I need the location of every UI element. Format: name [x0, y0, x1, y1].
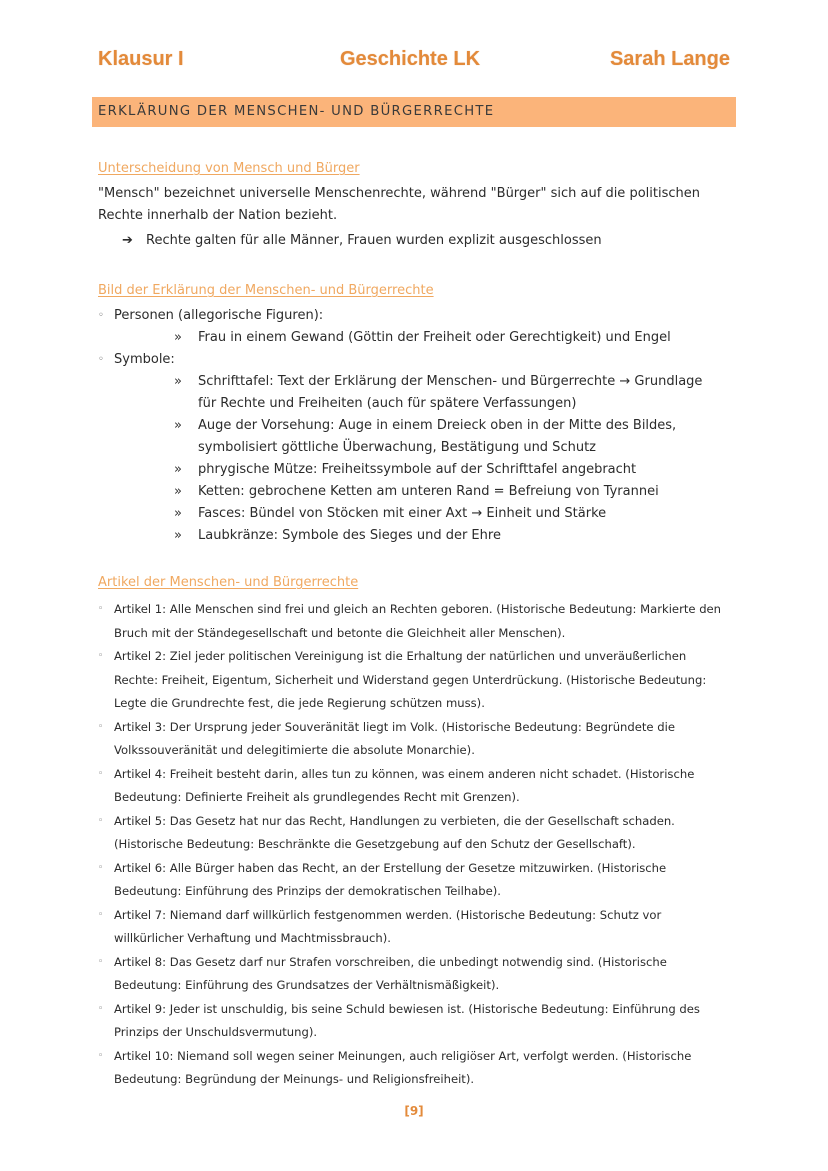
- double-chevron-bullet-icon: »: [174, 484, 182, 499]
- arrow-right-icon: ➔: [122, 233, 133, 248]
- arrow-note: [122, 230, 602, 252]
- double-chevron-bullet-icon: »: [174, 528, 182, 543]
- list-item-label: Personen (allegorische Figuren):: [114, 308, 324, 323]
- article-item: [98, 998, 728, 1045]
- circle-bullet-icon: ◦: [98, 604, 104, 614]
- articles-list: [98, 598, 728, 1092]
- double-chevron-bullet-icon: »: [174, 330, 182, 345]
- header-author: Sarah Lange: [609, 48, 730, 70]
- article-item: [98, 857, 728, 904]
- article-item: [98, 716, 728, 763]
- section-paragraph: [98, 183, 718, 227]
- sub-list-item-text: Laubkränze: Symbole des Sieges und der Ehre: [198, 528, 501, 543]
- article-text: Artikel 10: Niemand soll wegen seiner Meinungen, auch religiöser Art, verfolgt werden. (Historische Bedeutung: Begründung der Meinungs- und Religionsfreiheit).: [114, 1048, 692, 1086]
- circle-bullet-icon: ◦: [98, 815, 104, 826]
- section-heading-artikel: Artikel der Menschen- und Bürgerrechte: [98, 575, 359, 590]
- article-text: Artikel 2: Ziel jeder politischen Vereinigung ist die Erhaltung der natürlichen und unveräußerlichen Rechte: Freiheit, Eigentum, Sicherheit und Widerstand gegen Unterdrückung. (Historische Bedeutung: Legte die Grundrechte fest, die jede Regierung schützen muss).: [114, 649, 707, 710]
- article-item: [98, 763, 728, 810]
- sub-list-item-text: phrygische Mütze: Freiheitssymbole auf der Schrifttafel angebracht: [198, 462, 637, 477]
- header-exam-label: Klausur I: [98, 48, 184, 70]
- article-item: [98, 810, 728, 857]
- circle-bullet-icon: ◦: [98, 1050, 104, 1061]
- sub-list-item-text: Auge der Vorsehung: Auge in einem Dreieck oben in der Mitte des Bildes, symbolisiert göttliche Überwachung, Bestätigung und Schutz: [198, 418, 677, 455]
- circle-bullet-icon: ◦: [98, 768, 104, 779]
- sub-list-item: [98, 481, 718, 503]
- double-chevron-bullet-icon: »: [174, 418, 182, 433]
- article-item: [98, 904, 728, 951]
- sub-list-item-text: Ketten: gebrochene Ketten am unteren Rand = Befreiung von Tyrannei: [198, 484, 659, 499]
- arrow-note-text: Rechte galten für alle Männer, Frauen wurden explizit ausgeschlossen: [146, 233, 602, 248]
- header-subject: Geschichte LK: [340, 48, 481, 70]
- sub-list-item: [98, 503, 718, 525]
- sub-list-item: [98, 459, 718, 481]
- page-header: [92, 48, 736, 78]
- double-chevron-bullet-icon: »: [174, 462, 182, 477]
- list-item-label: Symbole:: [114, 352, 175, 367]
- list-item: [98, 349, 728, 371]
- document-title-bar: ERKLÄRUNG DER MENSCHEN- UND BÜRGERRECHTE: [92, 97, 736, 127]
- double-chevron-bullet-icon: »: [174, 374, 182, 389]
- sub-list-item-text: Fasces: Bündel von Stöcken mit einer Axt → Einheit und Stärke: [198, 506, 607, 521]
- circle-bullet-icon: ◦: [98, 1003, 104, 1014]
- article-text: Artikel 4: Freiheit besteht darin, alles tun zu können, was einem anderen nicht schadet. (Historische Bedeutung: Definierte Freiheit als grundlegendes Recht mit Grenzen).: [114, 766, 695, 804]
- article-text: Artikel 8: Das Gesetz darf nur Strafen vorschreiben, die unbedingt notwendig sind. (Historische Bedeutung: Einführung des Grundsatzes der Verhältnismäßigkeit).: [114, 954, 667, 992]
- section-heading-mensch-buerger: Unterscheidung von Mensch und Bürger: [98, 161, 360, 176]
- article-item: [98, 1045, 728, 1092]
- article-text: Artikel 1: Alle Menschen sind frei und gleich an Rechten geboren. (Historische Bedeutung: Markierte den Bruch mit der Ständegesellschaft und betonte die Gleichheit aller Menschen).: [114, 602, 722, 640]
- image-description-list: [98, 305, 728, 547]
- sub-list-item: [98, 327, 718, 349]
- circle-bullet-icon: ◦: [98, 651, 104, 661]
- circle-bullet-icon: ◦: [98, 310, 104, 321]
- sub-list-item: [98, 525, 718, 547]
- circle-bullet-icon: ◦: [98, 909, 104, 920]
- double-chevron-bullet-icon: »: [174, 506, 182, 521]
- paragraph-line: "Mensch" bezeichnet universelle Menschenrechte, während "Bürger" sich auf die politischen: [98, 186, 700, 201]
- article-text: Artikel 5: Das Gesetz hat nur das Recht, Handlungen zu verbieten, die der Gesellschaft schaden. (Historische Bedeutung: Beschränkte die Gesetzgebung auf den Schutz der Gesellschaft).: [114, 813, 675, 851]
- circle-bullet-icon: ◦: [98, 862, 104, 873]
- sub-list-item-text: Frau in einem Gewand (Göttin der Freiheit oder Gerechtigkeit) und Engel: [198, 330, 671, 345]
- sub-list-item-text: Schrifttafel: Text der Erklärung der Menschen- und Bürgerrechte → Grundlage für Rechte und Freiheiten (auch für spätere Verfassungen): [198, 374, 703, 411]
- list-item: [98, 305, 728, 327]
- article-item: [98, 645, 728, 716]
- sub-list-item: [98, 415, 718, 459]
- section-heading-bild: Bild der Erklärung der Menschen- und Bürgerrechte: [98, 283, 434, 298]
- circle-bullet-icon: ◦: [98, 721, 104, 732]
- article-item: [98, 951, 728, 998]
- article-text: Artikel 3: Der Ursprung jeder Souveränität liegt im Volk. (Historische Bedeutung: Begründete die Volkssouveränität und delegitimierte die absolute Monarchie).: [114, 719, 675, 757]
- circle-bullet-icon: ◦: [98, 956, 104, 967]
- article-text: Artikel 6: Alle Bürger haben das Recht, an der Erstellung der Gesetze mitzuwirken. (Historische Bedeutung: Einführung des Prinzips der demokratischen Teilhabe).: [114, 860, 667, 898]
- page-number: [9]: [404, 1104, 424, 1118]
- article-text: Artikel 9: Jeder ist unschuldig, bis seine Schuld bewiesen ist. (Historische Bedeutung: Einführung des Prinzips der Unschuldsvermutung).: [114, 1001, 700, 1039]
- article-item: [98, 598, 728, 645]
- article-text: Artikel 7: Niemand darf willkürlich festgenommen werden. (Historische Bedeutung: Schutz vor willkürlicher Verhaftung und Machtmissbrauch).: [114, 907, 662, 945]
- circle-bullet-icon: ◦: [98, 354, 104, 365]
- sub-list-item: [98, 371, 718, 415]
- paragraph-line: Rechte innerhalb der Nation bezieht.: [98, 208, 338, 223]
